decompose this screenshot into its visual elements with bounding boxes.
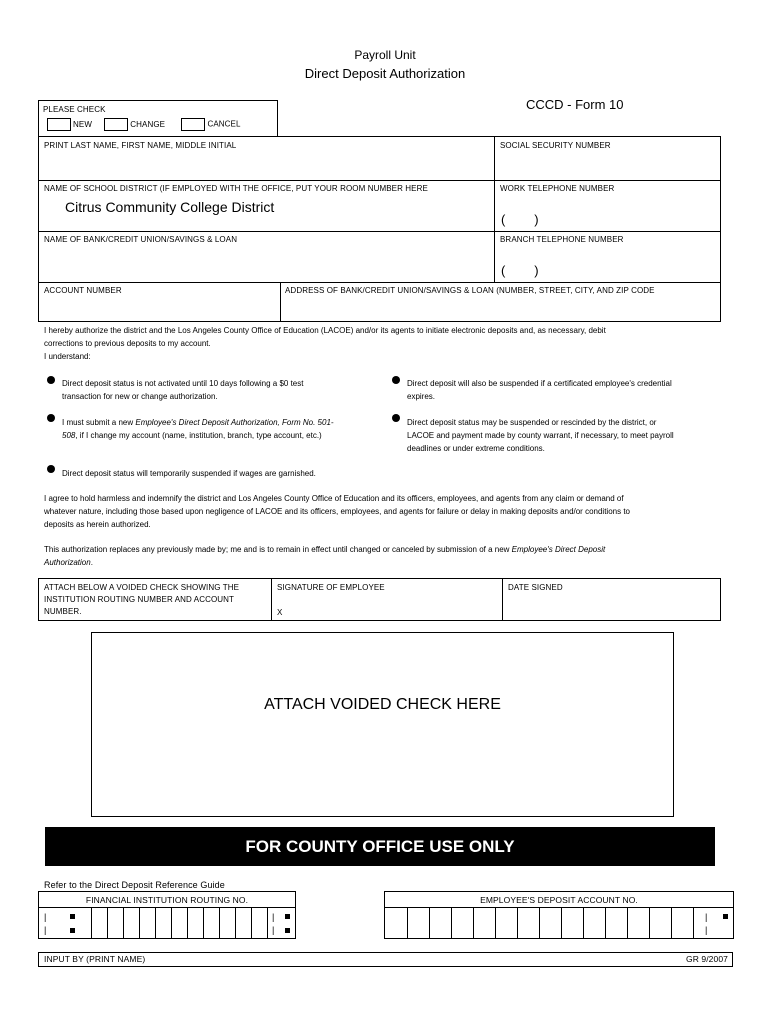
- replace-line-1: [44, 544, 605, 557]
- info-grid: [38, 136, 721, 322]
- bullet-2-pre: I must submit a new: [62, 418, 136, 427]
- bullet-icon: [47, 376, 55, 384]
- ssn-field[interactable]: [496, 153, 720, 179]
- signature-field[interactable]: [289, 595, 499, 620]
- replace-form-name: Employee's Direct Deposit: [511, 545, 606, 554]
- bullet-5-line-2: LACOE and payment made by county warrant, if necessary, to meet payroll: [407, 431, 674, 440]
- gr-revision: GR 9/2007: [685, 954, 728, 964]
- attach-line-1: ATTACH BELOW A VOIDED CHECK SHOWING THE: [44, 583, 240, 592]
- please-check-label: PLEASE CHECK: [43, 105, 106, 114]
- work-phone-label: WORK TELEPHONE NUMBER: [500, 184, 615, 193]
- bank-label: NAME OF BANK/CREDIT UNION/SAVINGS & LOAN: [44, 235, 238, 244]
- bullet-2-form-no: 508: [62, 431, 76, 440]
- district-value[interactable]: Citrus Community College District: [65, 199, 275, 215]
- branch-phone-field[interactable]: ( ): [501, 263, 539, 278]
- account-label: ACCOUNT NUMBER: [44, 286, 122, 295]
- harmless-line-3: deposits as herein authorized.: [44, 520, 151, 529]
- bullet-3: Direct deposit status will temporarily suspended if wages are garnished.: [62, 469, 316, 478]
- change-label: CHANGE: [130, 119, 166, 129]
- bullet-2-line-2: [62, 430, 322, 443]
- routing-number-grid[interactable]: FINANCIAL INSTITUTION ROUTING NO. | | | |: [38, 891, 296, 939]
- attach-line-2: INSTITUTION ROUTING NUMBER AND ACCOUNT: [44, 595, 235, 604]
- bullet-4-line-1: Direct deposit will also be suspended if a certificated employee's credential: [407, 379, 672, 388]
- new-checkbox[interactable]: [47, 118, 71, 131]
- bullet-1-line-2: transaction for new or change authorization.: [62, 392, 218, 401]
- voided-check-label: ATTACH VOIDED CHECK HERE: [264, 696, 501, 713]
- replace-post: .: [90, 558, 93, 567]
- cancel-checkbox[interactable]: [181, 118, 205, 131]
- date-signed-field[interactable]: [505, 595, 719, 620]
- bullet-2-form-name: Employee's Direct Deposit Authorization, Form No. 501-: [135, 418, 334, 427]
- branch-phone-label: BRANCH TELEPHONE NUMBER: [500, 235, 624, 244]
- authorize-line-1: I hereby authorize the district and the Los Angeles County Office of Education (LACOE) and/or its agents to initiate electronic deposits and, as necessary, debit: [44, 326, 606, 335]
- understand-text: I understand:: [44, 352, 91, 361]
- county-use-banner: [45, 827, 715, 866]
- name-label: PRINT LAST NAME, FIRST NAME, MIDDLE INITIAL: [44, 141, 237, 150]
- harmless-line-2: whatever nature, including those based upon negligence of LACOE and its officers, employees, and agents for failure or delay in making deposits and/or conditions to: [44, 507, 630, 516]
- bullet-5-line-1: Direct deposit status may be suspended or rescinded by the district, or: [407, 418, 657, 427]
- account-field[interactable]: [40, 297, 278, 321]
- bullet-4-line-2: expires.: [407, 392, 436, 401]
- routing-label: FINANCIAL INSTITUTION ROUTING NO.: [85, 895, 249, 905]
- marker-icon: [70, 914, 75, 919]
- name-field[interactable]: [40, 153, 492, 179]
- input-by-box[interactable]: [38, 952, 733, 967]
- marker-icon: [285, 914, 290, 919]
- please-check-box: [38, 100, 278, 137]
- replace-pre: This authorization replaces any previously made by; me and is to remain in effect until changed or canceled by submission of a new: [44, 545, 512, 554]
- form-title: Direct Deposit Authorization: [304, 66, 466, 81]
- bullet-5-line-3: deadlines or under extreme conditions.: [407, 444, 545, 453]
- new-label: NEW: [73, 119, 92, 129]
- address-label: ADDRESS OF BANK/CREDIT UNION/SAVINGS & LOAN (NUMBER, STREET, CITY, AND ZIP CODE: [285, 286, 655, 295]
- attach-line-3: NUMBER.: [44, 607, 82, 616]
- bullet-2-post: , if I change my account (name, institution, branch, type account, etc.): [75, 431, 322, 440]
- deposit-account-label: EMPLOYEE'S DEPOSIT ACCOUNT NO.: [480, 895, 638, 905]
- bullet-2-line-1: [62, 417, 334, 430]
- check-options: [47, 118, 241, 131]
- bullet-icon: [47, 414, 55, 422]
- reference-guide-text: Refer to the Direct Deposit Reference Guide: [44, 880, 225, 890]
- marker-icon: [723, 914, 728, 919]
- signature-x: X: [277, 608, 283, 617]
- work-phone-field[interactable]: ( ): [501, 212, 539, 227]
- bullet-icon: [47, 465, 55, 473]
- bullet-icon: [392, 414, 400, 422]
- harmless-line-1: I agree to hold harmless and indemnify the district and Los Angeles County Office of Education and its officers, employees, and agents from any claim or demand of: [44, 494, 624, 503]
- replace-line-2: [44, 557, 93, 570]
- ssn-label: SOCIAL SECURITY NUMBER: [500, 141, 611, 150]
- authorize-line-2: corrections to previous deposits to my account.: [44, 339, 211, 348]
- form-number: CCCD - Form 10: [526, 97, 624, 112]
- change-checkbox[interactable]: [104, 118, 128, 131]
- bullet-icon: [392, 376, 400, 384]
- replace-form-name-2: Authorization: [44, 558, 91, 567]
- county-use-title: FOR COUNTY OFFICE USE ONLY: [245, 837, 515, 856]
- bank-field[interactable]: [40, 247, 492, 281]
- deposit-account-grid[interactable]: EMPLOYEE'S DEPOSIT ACCOUNT NO. | |: [384, 891, 734, 939]
- date-signed-label: DATE SIGNED: [508, 583, 563, 592]
- marker-icon: [285, 928, 290, 933]
- signature-grid: [38, 578, 721, 621]
- cancel-label: CANCEL: [207, 119, 241, 129]
- marker-icon: [70, 928, 75, 933]
- payroll-unit: Payroll Unit: [354, 48, 416, 62]
- input-by-label: INPUT BY (PRINT NAME): [44, 954, 146, 964]
- district-label: NAME OF SCHOOL DISTRICT (IF EMPLOYED WITH THE OFFICE, PUT YOUR ROOM NUMBER HERE: [44, 184, 428, 193]
- voided-check-area[interactable]: [91, 632, 674, 817]
- address-field[interactable]: [282, 297, 720, 321]
- bullet-1-line-1: Direct deposit status is not activated until 10 days following a $0 test: [62, 379, 304, 388]
- signature-label: SIGNATURE OF EMPLOYEE: [277, 583, 385, 592]
